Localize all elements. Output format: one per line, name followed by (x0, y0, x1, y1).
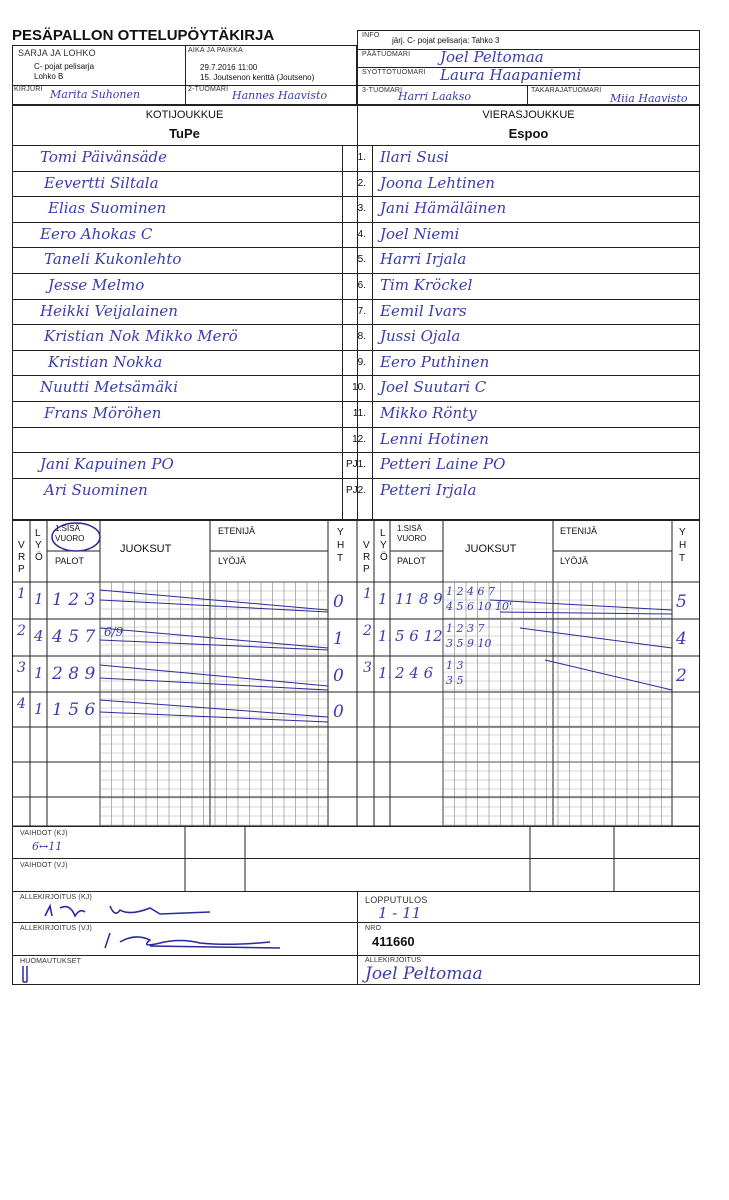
away-player-number: 8. (357, 331, 366, 343)
takarajatuomari-label: TAKARAJATUOMARI (531, 87, 602, 94)
home-inning-palot: 1 5 6 (52, 700, 96, 720)
lopputulos-value: 1 - 11 (378, 904, 422, 922)
allekirjoitus-value: Joel Peltomaa (365, 964, 483, 984)
hdr-away-juoksut: JUOKSUT (465, 543, 517, 555)
away-player: Eemil Ivars (380, 301, 467, 320)
home-player: Heikki Veijalainen (40, 301, 178, 320)
away-coach: Petteri Laine PO (380, 455, 506, 474)
away-player-number: 1. (357, 152, 366, 163)
home-coach: Jani Kapuinen PO (40, 455, 174, 474)
home-inning-yht: 0 (333, 666, 344, 686)
kirjuri-label: KIRJURI (14, 86, 43, 93)
away-inning-runs-top: 1 3 (446, 659, 464, 672)
home-inning-ly: 1 (34, 700, 44, 718)
tuomari2-value: Hannes Haavisto (232, 89, 328, 102)
home-inning-ly: 1 (34, 590, 44, 608)
away-player: Joel Niemi (380, 224, 460, 243)
home-player: Jesse Melmo (48, 276, 145, 294)
home-player: Kristian Nok Mikko Merö (44, 327, 238, 346)
hdr-home-palot: PALOT (55, 556, 84, 566)
home-inning-vrp: 4 (17, 696, 26, 712)
away-inning-yht: 5 (676, 592, 687, 612)
away-inning-palot: 5 6 12 (395, 627, 443, 645)
away-inning-runs-bot: 3 5 9 10 (446, 637, 492, 650)
home-player: Eero Ahokas C (40, 224, 153, 243)
away-player-number: 3. (357, 203, 366, 215)
away-inning-vrp: 1 (363, 586, 372, 602)
away-player-number: 10. (352, 382, 366, 394)
away-player: Lenni Hotinen (380, 429, 489, 448)
home-player: Tomi Päivänsäde (40, 148, 168, 166)
away-inning-ly: 1. (378, 627, 393, 645)
away-player: Harri Irjala (380, 250, 467, 269)
home-inning-vrp: 2 (17, 623, 26, 639)
away-player-number: PJ2. (345, 484, 366, 496)
hdr-away-etenija: ETENIJÄ (560, 526, 598, 536)
away-inning-ly: 1. (378, 664, 393, 682)
sarja-value-2: Lohko B (34, 72, 64, 81)
home-inning-yht: 1 (333, 629, 344, 649)
signature-vj (100, 928, 300, 953)
tuomari3-value: Harri Laakso (398, 90, 472, 103)
home-player: Taneli Kukonlehto (44, 250, 182, 269)
home-inning-ly: 1 (34, 664, 44, 682)
home-inning-vrp: 1 (17, 586, 26, 602)
away-player: Joel Suutari C (380, 378, 487, 397)
vaihdot-kj-label: VAIHDOT (KJ) (20, 830, 68, 837)
hdr-away-yht: Y H T (679, 527, 687, 564)
away-player: Mikko Rönty (380, 404, 477, 422)
home-inning-palot: 4 5 7 (52, 627, 96, 647)
away-inning-runs-top: 1 2 3 7 (446, 622, 485, 635)
away-inning-yht: 2 (676, 666, 687, 686)
away-player: Eero Puthinen (380, 352, 490, 371)
away-inning-yht: 4 (676, 629, 687, 649)
lopputulos-label: LOPPUTULOS (365, 895, 428, 905)
away-player: Joona Lehtinen (380, 173, 495, 192)
vaihdot-vj-label: VAIHDOT (VJ) (20, 862, 68, 869)
signature-kj (40, 898, 240, 923)
kirjuri-value: Marita Suhonen (50, 88, 141, 101)
away-player: Jussi Ojala (380, 327, 461, 346)
away-label: VIERASJOUKKUE (482, 109, 575, 121)
vaihdot-kj-value: 6↔11 (32, 840, 63, 853)
home-player: Nuutti Metsämäki (40, 378, 179, 397)
away-inning-palot: 2 4 6 (395, 664, 434, 682)
allekirjoitus-kj-label: ALLEKIRJOITUS (KJ) (20, 894, 93, 901)
away-player-number: 6. (357, 280, 366, 291)
takarajatuomari-value: Miia Haavisto (610, 92, 688, 105)
sarja-value-1: C- pojat pelisarja (34, 62, 95, 71)
hdr-home-yht: Y H T (337, 527, 345, 564)
away-player-number: 4. (357, 228, 366, 240)
hdr-home-vrp: V R P (18, 540, 26, 575)
hdr-away-lyoja: LYÖJÄ (560, 556, 588, 566)
away-player-number: 12. (352, 433, 366, 445)
info-value: järj. C- pojat pelisarja: Tahko 3 (392, 36, 500, 45)
away-player-number: 2. (357, 177, 366, 189)
nro-value: 411660 (372, 934, 415, 949)
away-coach: Petteri Irjala (380, 480, 477, 499)
home-inning-extra: 6/9 (104, 625, 124, 639)
away-team: Espoo (508, 126, 549, 141)
home-player: Eevertti Siltala (44, 173, 159, 192)
away-player-number: PJ1. (345, 459, 366, 471)
home-player: Kristian Nokka (48, 352, 163, 371)
hdr-home-sisa: 1.SISÄ VUORO (55, 524, 85, 543)
hdr-away-vrp: V R P (363, 540, 371, 575)
info-label: INFO (362, 32, 380, 39)
tuomari2-label: 2-TUOMARI (188, 86, 229, 93)
home-coach: Ari Suominen (44, 480, 148, 499)
away-player: Jani Hämäläinen (380, 199, 507, 218)
aika-value-1: 29.7.2016 11:00 (200, 63, 258, 72)
away-inning-runs-bot: 3 5 (446, 674, 464, 687)
paatuomari-value: Joel Peltomaa (440, 48, 544, 66)
home-inning-palot: 1 2 3 (52, 590, 96, 610)
hdr-away-palot: PALOT (397, 556, 426, 566)
allekirjoitus-label: ALLEKIRJOITUS (365, 957, 422, 964)
away-inning-palot: 11 8 9 (395, 590, 443, 608)
paatuomari-label: PÄÄTUOMARI (362, 51, 411, 58)
home-inning-ly: 4 (34, 627, 44, 645)
away-player: Tim Kröckel (380, 276, 473, 294)
hdr-home-lyo: L Y Ö (35, 528, 43, 563)
aika-value-2: 15. Joutsenon kenttä (Joutseno) (200, 73, 315, 82)
syottotuomari-value: Laura Haapaniemi (440, 66, 582, 84)
away-inning-vrp: 2 (363, 623, 372, 639)
huomautukset-label: HUOMAUTUKSET (20, 958, 82, 965)
syottotuomari-label: SYÖTTÖTUOMARI (362, 69, 426, 76)
away-inning-ly: 1 (378, 590, 388, 608)
home-team: TuPe (169, 126, 200, 141)
home-label: KOTIJOUKKUE (145, 109, 224, 121)
away-inning-runs-bot: 4 5 6 10 10' (446, 600, 512, 613)
hdr-away-sisa: 1.SISÄ VUORO (397, 524, 427, 543)
away-player: Ilari Susi (380, 148, 449, 166)
hdr-home-lyoja: LYÖJÄ (218, 556, 246, 566)
hdr-away-lyo: L Y Ö (380, 528, 388, 563)
away-player-number: 11. (352, 408, 366, 419)
home-inning-yht: 0 (333, 592, 344, 612)
page-title: PESÄPALLON OTTELUPÖYTÄKIRJA (12, 27, 275, 44)
away-player-number: 7. (357, 305, 366, 317)
allekirjoitus-vj-label: ALLEKIRJOITUS (VJ) (20, 925, 93, 932)
home-inning-vrp: 3 (17, 660, 26, 676)
home-inning-yht: 0 (333, 702, 344, 722)
sarja-label: SARJA JA LOHKO (18, 48, 96, 58)
away-inning-vrp: 3 (363, 660, 372, 676)
home-player: Frans Möröhen (44, 404, 162, 422)
away-player-number: 9. (357, 356, 366, 368)
home-inning-palot: 2 8 9 (52, 664, 96, 684)
nro-label: NRO (365, 925, 382, 932)
away-player-number: 5. (357, 254, 366, 266)
away-inning-runs-top: 1 2 4 6 7 (446, 585, 495, 598)
home-player: Elias Suominen (48, 199, 167, 218)
hdr-home-juoksut: JUOKSUT (120, 543, 172, 555)
tuomari3-label: 3-TUOMARI (362, 87, 403, 94)
aika-label: AIKA JA PAIKKA (188, 47, 243, 54)
huomautukset-mark (20, 964, 34, 984)
hdr-home-etenija: ETENIJÄ (218, 526, 256, 536)
